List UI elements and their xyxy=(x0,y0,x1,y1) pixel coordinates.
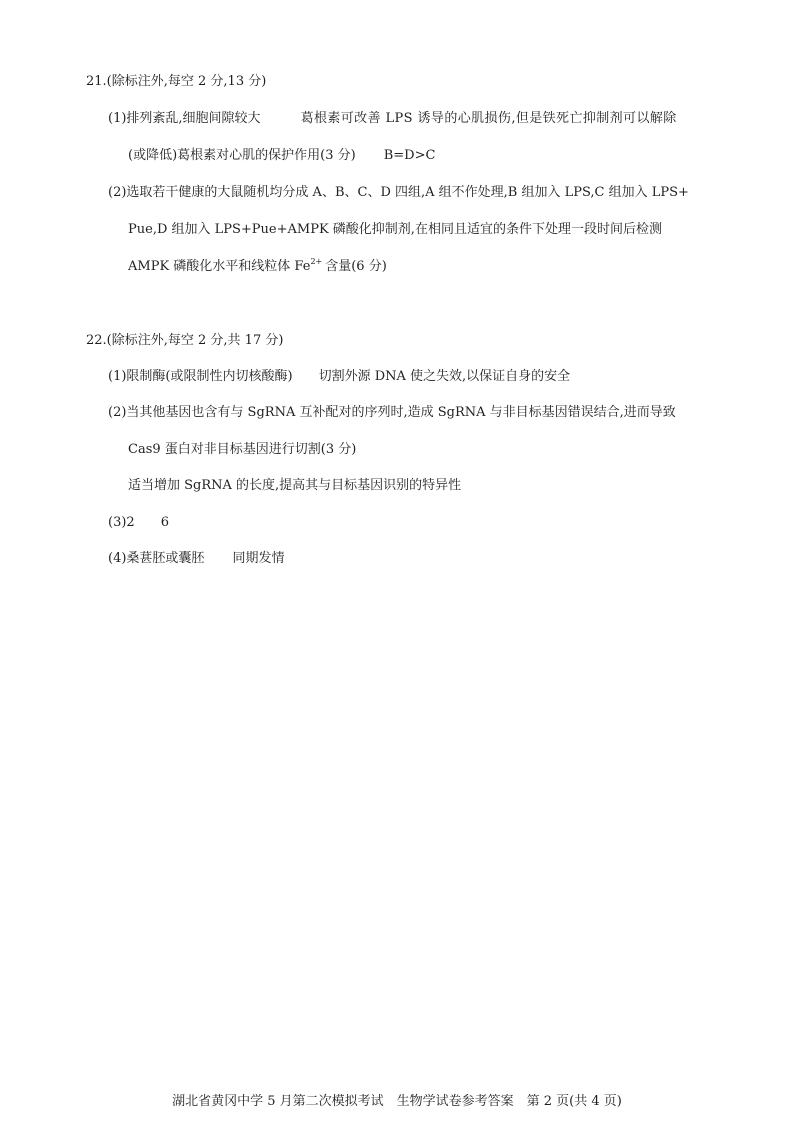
q21-part1-answer2: 葛根素可改善 LPS 诱导的心肌损伤,但是铁死亡抑制剂可以解除 xyxy=(300,111,677,126)
q22-part3-line xyxy=(108,515,169,531)
q22-part2-line2: Cas9 蛋白对非目标基因进行切割(3 分) xyxy=(128,442,357,457)
q21-part1-answer1: 排列紊乱,细胞间隙较大 xyxy=(126,111,261,126)
q21-part2-line2: Pue,D 组加入 LPS+Pue+AMPK 磷酸化抑制剂,在相同且适宜的条件下处理一段时间后检测 xyxy=(128,222,662,237)
q21-part2-line1 xyxy=(108,185,689,201)
q22-part2-line1 xyxy=(108,405,676,421)
q22-part4-label: (4) xyxy=(108,551,127,566)
q22-part2-label: (2) xyxy=(108,405,127,420)
q22-part2-line3: 适当增加 SgRNA 的长度,提高其与目标基因识别的特异性 xyxy=(128,478,462,493)
q22-part1-answer2: 切割外源 DNA 使之失效,以保证自身的安全 xyxy=(318,369,571,384)
q21-part2-line3 xyxy=(128,259,387,275)
q21-header: 21.(除标注外,每空 2 分,13 分) xyxy=(86,74,267,89)
q22-part3-label: (3) xyxy=(108,515,127,530)
q22-part1-answer1: 限制酶(或限制性内切核酸酶) xyxy=(126,369,293,384)
q21-part2-label: (2) xyxy=(108,185,127,200)
q22-part1-line xyxy=(108,369,570,385)
q21-part2-score: 含量(6 分) xyxy=(325,259,387,274)
q21-part1-answer3: B=D>C xyxy=(383,148,436,163)
iron-charge-superscript: 2+ xyxy=(310,257,323,266)
q22-header: 22.(除标注外,每空 2 分,共 17 分) xyxy=(86,333,284,348)
q21-part1-line2 xyxy=(128,148,435,164)
q22-part3-answer1: 2 xyxy=(126,515,135,530)
q22-part3-answer2: 6 xyxy=(160,515,169,530)
q22-part4-answer2: 同期发情 xyxy=(232,551,285,566)
q21-part2-answer: 选取若干健康的大鼠随机均分成 A、B、C、D 四组,A 组不作处理,B 组加入 LPS,C 组加入 LPS+ xyxy=(126,185,689,200)
q22-part4-answer1: 桑葚胚或囊胚 xyxy=(126,551,205,566)
q21-part2-text: AMPK 磷酸化水平和线粒体 Fe xyxy=(128,259,311,274)
q22-part4-line xyxy=(108,551,284,567)
q21-part1-answer2-cont: (或降低)葛根素对心肌的保护作用(3 分) xyxy=(128,148,356,163)
q22-part2-answer1: 当其他基因也含有与 SgRNA 互补配对的序列时,造成 SgRNA 与非目标基因错误结合,进而导致 xyxy=(126,405,676,420)
q22-part1-label: (1) xyxy=(108,369,127,384)
q21-part1-line1 xyxy=(108,111,677,127)
page-footer: 湖北省黄冈中学 5 月第二次模拟考试 生物学试卷参考答案 第 2 页(共 4 页) xyxy=(172,1094,622,1109)
q21-part1-label: (1) xyxy=(108,111,127,126)
